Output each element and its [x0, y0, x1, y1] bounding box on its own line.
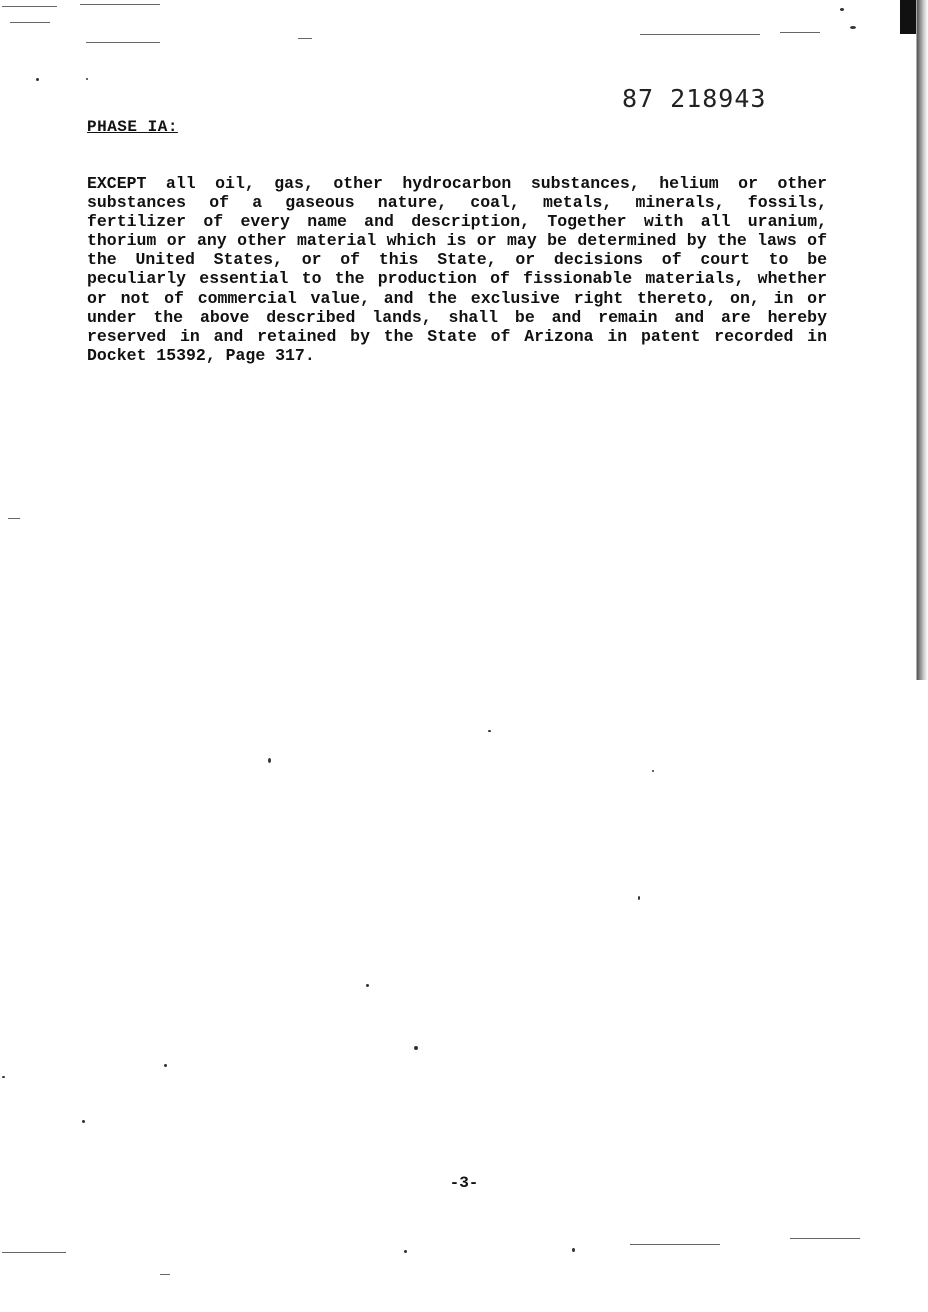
scan-speck [86, 78, 88, 80]
scan-noise [2, 1252, 66, 1253]
scan-noise [2, 6, 57, 7]
scan-noise [80, 4, 160, 5]
scan-speck [652, 770, 654, 772]
scan-speck [572, 1248, 575, 1252]
scan-noise [790, 1238, 860, 1239]
page-number: -3- [449, 1174, 479, 1192]
scan-speck [404, 1250, 407, 1253]
scan-noise [298, 38, 312, 39]
scan-noise [630, 1244, 720, 1245]
scan-speck [638, 896, 640, 900]
scan-speck [366, 984, 369, 987]
phase-heading: PHASE IA: [87, 118, 178, 136]
scan-speck [2, 1076, 5, 1078]
exception-paragraph: EXCEPT all oil, gas, other hydrocarbon substances, helium or other substances of a gaseous nature, coal, metals, minerals, fossils, fertilizer of every name and description, Together with all uranium, thorium or any other material which is or may be determined by the laws of the United States, or of this State, or decisions of court to be peculiarly essential to the production of fissionable materials, whether or not of commercial value, and the exclusive right thereto, on, in or under the above described lands, shall be and remain and are hereby reserved in and retained by the State of Arizona in patent recorded in Docket 15392, Page 317. [87, 174, 827, 365]
scan-noise [8, 518, 20, 519]
scan-speck [268, 758, 271, 763]
scan-noise [10, 22, 50, 23]
scan-noise [160, 1274, 170, 1275]
scan-edge-mark [900, 0, 916, 34]
scan-noise [780, 32, 820, 33]
recording-number: 87 218943 [622, 84, 767, 113]
scan-noise [86, 42, 160, 43]
scan-speck [414, 1046, 418, 1050]
scan-speck [164, 1064, 167, 1067]
scan-speck [36, 78, 39, 81]
scan-noise [640, 34, 760, 35]
scan-edge-bar [914, 0, 928, 680]
scan-speck [840, 8, 844, 11]
scan-speck [850, 26, 856, 29]
scan-speck [82, 1120, 85, 1123]
scan-speck [488, 730, 491, 732]
